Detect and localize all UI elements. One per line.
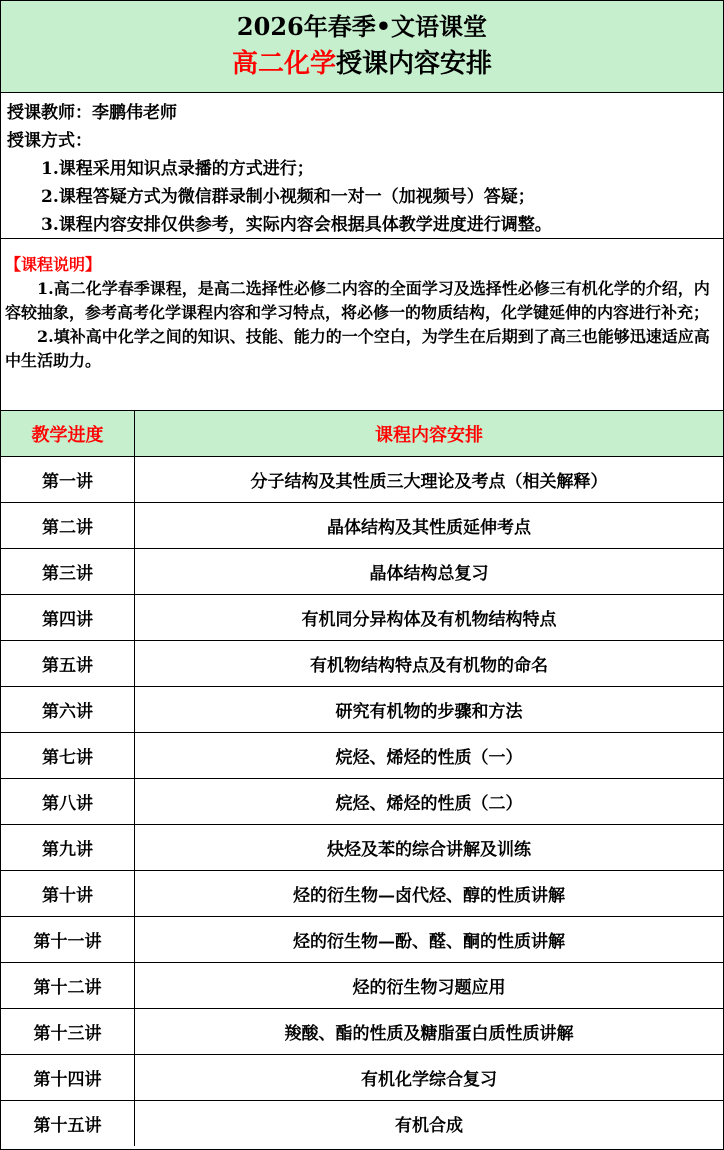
table-row	[1, 549, 723, 595]
table-row	[1, 1055, 723, 1101]
table-row	[1, 825, 723, 871]
content-cell: 研究有机物的步骤和方法	[135, 687, 724, 733]
table-row	[1, 457, 723, 503]
course-info	[1, 93, 723, 239]
table-row	[1, 917, 723, 963]
teacher-line: 授课教师：李鹏伟老师	[7, 103, 177, 123]
description-paragraph: 1.高二化学春季课程，是高二选择性必修二内容的全面学习及选择性必修三有机化学的介绍，内容较抽象，参考高考化学课程内容和学习特点，将必修一的物质结构，化学键延伸的内容进行补充；	[5, 279, 710, 322]
schedule-table	[1, 411, 723, 1146]
lesson-cell: 第七讲	[1, 733, 135, 779]
lesson-cell: 第十五讲	[1, 1101, 135, 1147]
table-row	[1, 595, 723, 641]
table-row	[1, 963, 723, 1009]
table-row	[1, 641, 723, 687]
table-header-row	[1, 411, 723, 457]
subject-name: 高二化学	[231, 49, 336, 79]
description-paragraph: 2.填补高中化学之间的知识、技能、能力的一个空白，为学生在后期到了高三也能够迅速适应高中生活助力。	[5, 327, 710, 370]
method-item: 3.课程内容安排仅供参考，实际内容会根据具体教学进度进行调整。	[41, 215, 552, 235]
content-cell: 有机物结构特点及有机物的命名	[135, 641, 724, 687]
header-title: 2026年春季•文语课堂	[236, 12, 488, 41]
description-title: 【课程说明】	[5, 255, 102, 274]
header-subtitle	[1, 45, 723, 83]
content-cell: 烷烃、烯烃的性质（一）	[135, 733, 724, 779]
header-progress: 教学进度	[1, 411, 135, 457]
lesson-cell: 第十二讲	[1, 963, 135, 1009]
lesson-cell: 第九讲	[1, 825, 135, 871]
lesson-cell: 第四讲	[1, 595, 135, 641]
content-cell: 羧酸、酯的性质及糖脂蛋白质性质讲解	[135, 1009, 724, 1055]
lesson-cell: 第五讲	[1, 641, 135, 687]
content-cell: 有机化学综合复习	[135, 1055, 724, 1101]
content-cell: 晶体结构总复习	[135, 549, 724, 595]
course-description	[1, 239, 723, 411]
lesson-cell: 第十一讲	[1, 917, 135, 963]
lesson-cell: 第一讲	[1, 457, 135, 503]
lesson-cell: 第八讲	[1, 779, 135, 825]
content-cell: 烷烃、烯烃的性质（二）	[135, 779, 724, 825]
table-row	[1, 1101, 723, 1147]
lesson-cell: 第十四讲	[1, 1055, 135, 1101]
header-content: 课程内容安排	[135, 411, 724, 457]
content-cell: 晶体结构及其性质延伸考点	[135, 503, 724, 549]
content-cell: 分子结构及其性质三大理论及考点（相关解释）	[135, 457, 724, 503]
content-cell: 烃的衍生物习题应用	[135, 963, 724, 1009]
lesson-cell: 第十三讲	[1, 1009, 135, 1055]
lesson-cell: 第二讲	[1, 503, 135, 549]
lesson-cell: 第三讲	[1, 549, 135, 595]
method-item: 2.课程答疑方式为微信群录制小视频和一对一（加视频号）答疑；	[41, 187, 535, 207]
subtitle-rest: 授课内容安排	[336, 49, 493, 79]
table-row	[1, 687, 723, 733]
lesson-cell: 第十讲	[1, 871, 135, 917]
content-cell: 炔烃及苯的综合讲解及训练	[135, 825, 724, 871]
table-row	[1, 733, 723, 779]
content-cell: 烃的衍生物—卤代烃、醇的性质讲解	[135, 871, 724, 917]
table-row	[1, 871, 723, 917]
document-header	[1, 1, 723, 93]
content-cell: 烃的衍生物—酚、醛、酮的性质讲解	[135, 917, 724, 963]
method-item: 1.课程采用知识点录播的方式进行；	[41, 159, 314, 179]
table-row	[1, 503, 723, 549]
lesson-cell: 第六讲	[1, 687, 135, 733]
content-cell: 有机合成	[395, 1116, 463, 1136]
table-row	[1, 779, 723, 825]
method-label: 授课方式：	[7, 131, 92, 151]
content-cell: 有机同分异构体及有机物结构特点	[135, 595, 724, 641]
table-row	[1, 1009, 723, 1055]
